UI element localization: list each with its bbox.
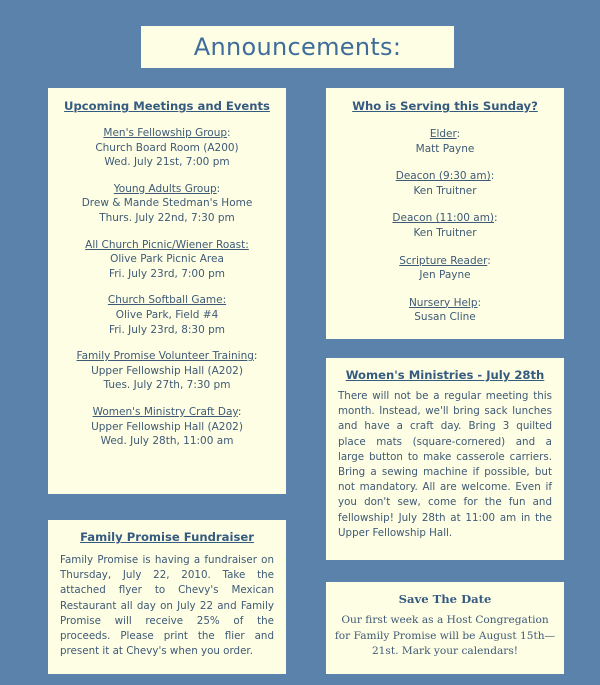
serving-role-colon: : (490, 170, 495, 183)
announcements-title-box (141, 26, 454, 68)
womens-panel (326, 358, 564, 560)
event-detail: Tues. July 27th, 7:30 pm (103, 379, 231, 392)
serving-role-colon: : (494, 212, 498, 225)
serving-role-name: Elder (429, 128, 457, 140)
event-name: Women's Ministry Craft Day (92, 405, 238, 418)
event-detail: Olive Park Picnic Area (110, 253, 224, 266)
event-item (58, 293, 276, 337)
event-name-suffix: : (216, 182, 221, 195)
serving-person: Susan Cline (414, 311, 476, 324)
event-detail: Olive Park, Field #4 (115, 308, 219, 321)
serving-role-name: Deacon (11:00 am) (392, 212, 495, 225)
event-item (58, 126, 276, 170)
event-detail: Thurs. July 22nd, 7:30 pm (99, 211, 235, 224)
event-detail: Wed. July 21st, 7:00 pm (104, 156, 230, 169)
serving-role-name: Deacon (9:30 am) (395, 170, 491, 183)
event-detail: Drew & Mande Stedman's Home (81, 197, 253, 210)
event-title (58, 238, 276, 253)
serving-role-colon: : (456, 128, 461, 140)
event-detail: Upper Fellowship Hall (A202) (91, 364, 243, 377)
event-name-suffix: : (227, 127, 231, 139)
serving-role-title (336, 211, 554, 226)
meetings-heading: Upcoming Meetings and Events (64, 99, 270, 113)
womens-text: There will not be a regular meeting this month. Instead, we'll bring sack lunches and have a craft day. Bring 3 quilted place mats (square-cornered) and a large button to make casserole carriers. Bring a sewing machine if possible, but not mandatory. All are welcome. Even if you don't sew, come for the fun and fellowship! July 28th at 11:00 am in the Upper Fellowship Hall. (338, 390, 552, 539)
event-name: Young Adults Group (113, 182, 217, 195)
savedate-panel (326, 582, 564, 674)
meetings-panel (48, 88, 286, 494)
event-name: Men's Fellowship Group (103, 127, 228, 139)
serving-person: Ken Truitner (413, 184, 477, 197)
event-name-suffix: : (253, 350, 258, 363)
serving-role-name: Nursery Help (408, 296, 478, 309)
event-title (58, 293, 276, 308)
serving-role-title (336, 127, 554, 142)
savedate-heading: Save The Date (398, 592, 492, 606)
serving-role-title (336, 169, 554, 184)
events-list (58, 126, 276, 449)
event-title (58, 349, 276, 364)
event-detail: Church Board Room (A200) (95, 141, 239, 154)
event-detail: Fri. July 23rd, 8:30 pm (108, 323, 226, 336)
event-item (58, 349, 276, 393)
event-item (58, 182, 276, 226)
serving-role-name: Scripture Reader (399, 254, 488, 267)
event-title (58, 182, 276, 197)
serving-role-item (336, 211, 554, 240)
event-title (58, 405, 276, 420)
serving-role-item (336, 254, 554, 283)
serving-heading: Who is Serving this Sunday? (352, 99, 538, 113)
event-name: Family Promise Volunteer Training (76, 350, 254, 363)
serving-panel (326, 88, 564, 339)
serving-role-item (336, 127, 554, 156)
fundraiser-panel (48, 520, 286, 674)
serving-role-title (336, 296, 554, 311)
event-name-suffix: : (237, 405, 242, 418)
event-item (58, 238, 276, 282)
event-item (58, 405, 276, 449)
serving-role-item (336, 169, 554, 198)
event-name: Church Softball Game: (107, 294, 227, 307)
serving-person: Ken Truitner (413, 226, 477, 239)
fundraiser-text: Family Promise is having a fundraiser on Thursday, July 22, 2010. Take the attached flyer to Chevy's Mexican Restaurant all day on July 22 and Family Promise will receive 25% of the proceeds. Please print the flier and present it at Chevy's when you order. (60, 554, 274, 658)
roles-list (336, 127, 554, 325)
event-title (58, 126, 276, 141)
event-detail: Fri. July 23rd, 7:00 pm (108, 267, 226, 280)
fundraiser-heading: Family Promise Fundraiser (80, 530, 254, 544)
page-title: Announcements: (193, 33, 402, 61)
serving-role-colon: : (487, 254, 491, 267)
serving-role-title (336, 254, 554, 269)
womens-heading: Women's Ministries - July 28th (345, 368, 545, 382)
serving-person: Jen Payne (419, 269, 471, 282)
serving-person: Matt Payne (415, 142, 475, 155)
serving-role-colon: : (477, 296, 482, 309)
event-detail: Wed. July 28th, 11:00 am (100, 435, 234, 448)
serving-role-item (336, 296, 554, 325)
event-name: All Church Picnic/Wiener Roast: (85, 238, 249, 251)
savedate-text: Our first week as a Host Congregation for Family Promise will be August 15th—21st. Mark your calendars! (334, 614, 556, 657)
event-detail: Upper Fellowship Hall (A202) (91, 420, 243, 433)
